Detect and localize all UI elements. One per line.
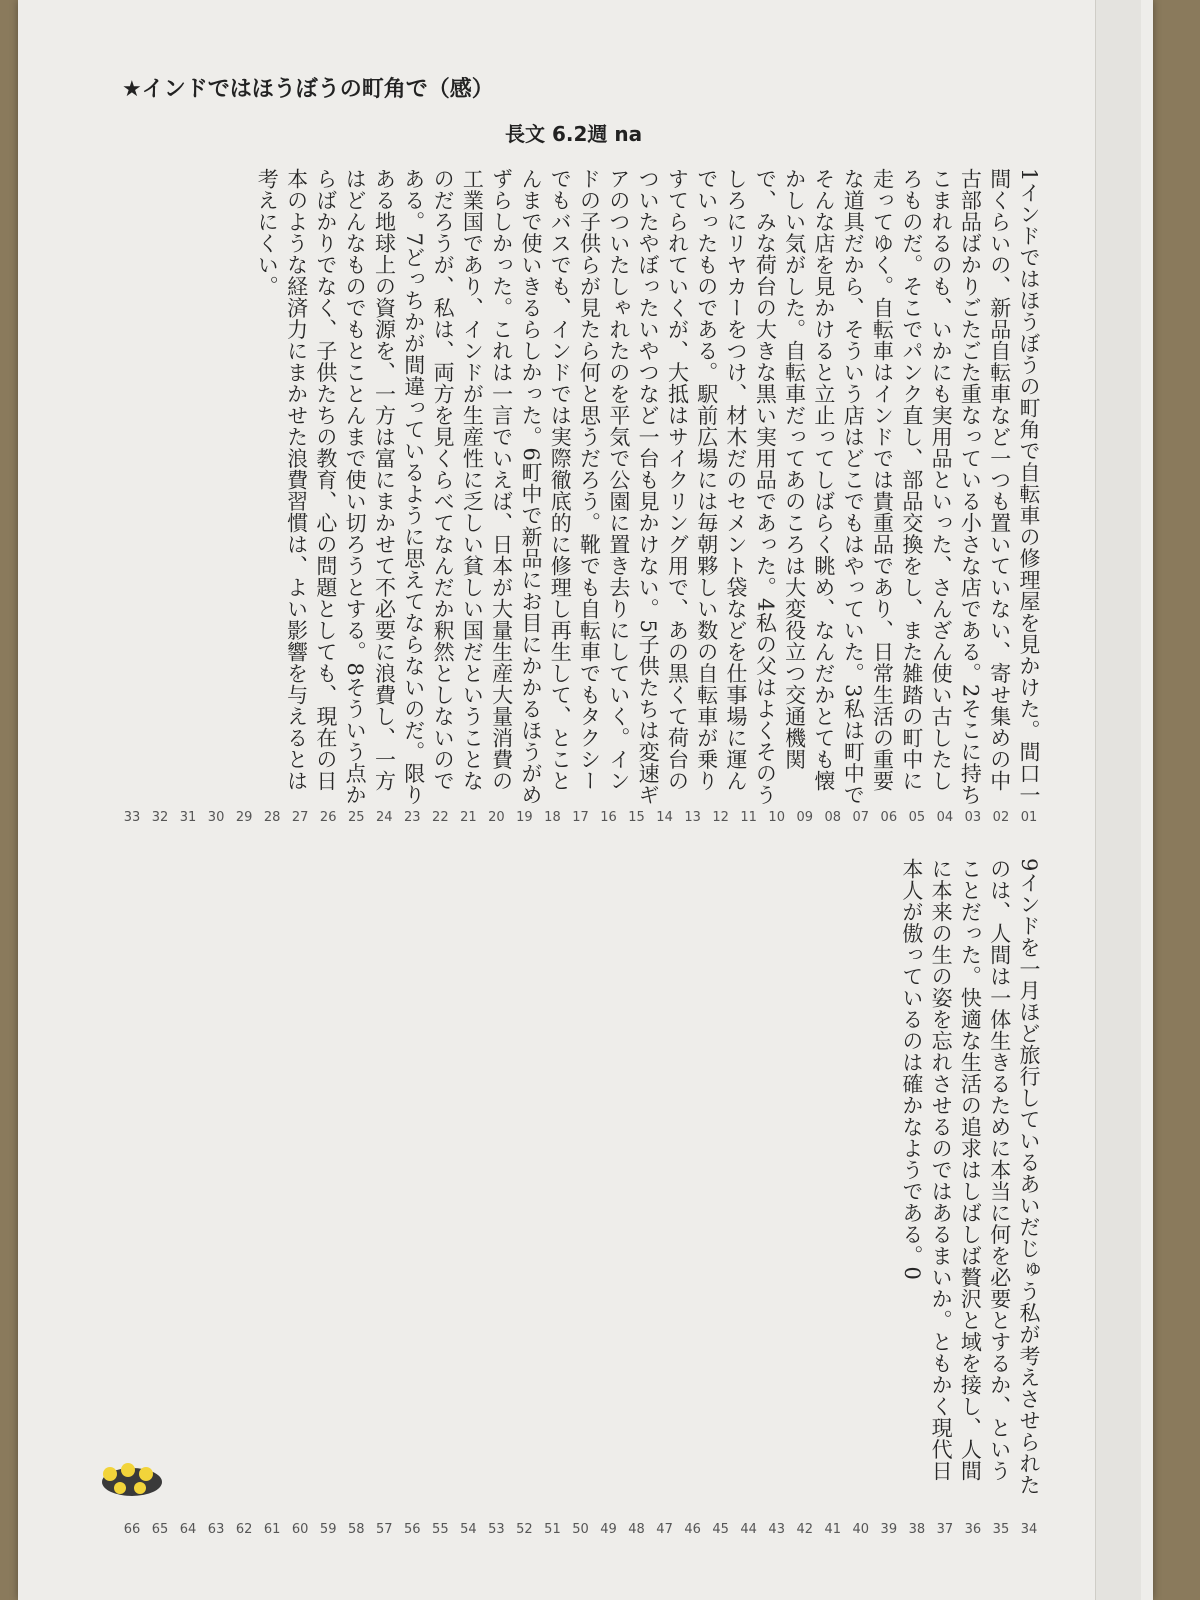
worksheet-subtitle: 長文 6.2週 na bbox=[505, 122, 643, 146]
line-number: 07 bbox=[852, 810, 870, 825]
line-number: 64 bbox=[179, 1522, 197, 1537]
line-number: 35 bbox=[992, 1522, 1010, 1537]
line-number: 27 bbox=[291, 810, 309, 825]
line-number: 23 bbox=[404, 810, 421, 825]
line-number: 47 bbox=[656, 1522, 673, 1537]
line-number: 43 bbox=[768, 1522, 785, 1537]
line-number: 18 bbox=[544, 810, 561, 825]
line-number: 26 bbox=[319, 810, 337, 825]
line-number: 55 bbox=[432, 1522, 449, 1537]
line-number: 50 bbox=[572, 1522, 589, 1537]
line-number: 51 bbox=[544, 1522, 561, 1537]
line-number: 06 bbox=[880, 810, 898, 825]
line-number: 54 bbox=[460, 1522, 477, 1537]
insect-sticker-icon bbox=[92, 1456, 172, 1504]
line-number: 42 bbox=[796, 1522, 813, 1537]
line-number: 05 bbox=[908, 810, 926, 825]
line-number: 41 bbox=[824, 1522, 842, 1537]
worksheet-title: ★インドではほうぼうの町角で（感） bbox=[122, 77, 494, 102]
line-number: 28 bbox=[263, 810, 281, 825]
line-number: 31 bbox=[179, 810, 197, 825]
line-number: 14 bbox=[656, 810, 673, 825]
line-number: 02 bbox=[992, 810, 1010, 825]
line-number: 40 bbox=[852, 1522, 870, 1537]
line-number: 15 bbox=[628, 810, 645, 825]
line-number: 09 bbox=[796, 810, 813, 825]
line-numbers-upper bbox=[118, 810, 1043, 825]
line-number: 13 bbox=[684, 810, 701, 825]
line-number: 48 bbox=[628, 1522, 645, 1537]
line-number: 63 bbox=[207, 1522, 225, 1537]
line-number: 17 bbox=[572, 810, 589, 825]
passage-text-upper: 1インドではほうぼうの町角で自転車の修理屋を見かけた。間口一間くらいの、新品自転車など一つも置いていない、寄せ集めの中古部品ばかりごたごた重なっている小さな店である。2そこに持ちこまれるのも、いかにも実用品といった、さんざん使い古したしろものだ。そこでパンク直し、部品交換をし、また雑踏の町中に走ってゆく。自転車はインドでは貴重品であり、日常生活の重要な道具だから、そういう店はどこでもはやっていた。3私は町中でそんな店を見かけると立止ってしばらく眺め、なんだかとても懐かしい気がした。自転車だってあのころは大変役立つ交通機関で、みな荷台の大きな黒い実用品であった。4私の父はよくそのうしろにリヤカーをつけ、材木だのセメント袋などを仕事場に運んでいったものである。駅前広場には毎朝夥しい数の自転車が乗りすてられていくが、大抵はサイクリング用で、あの黒くて荷台のついたやぼったいやつなど一台も見かけない。5子供たちは変速ギアのついたしゃれたのを平気で公園に置き去りにしていく。インドの子供らが見たら何と思うだろう。靴でも自転車でもタクシーでもバスでも、インドでは実際徹底的に修理し再生して、とことんまで使いきるらしかった。6町中で新品にお目にかかるほうがめずらしかった。これは一言でいえば、日本が大量生産大量消費の工業国であり、インドが生産性に乏しい貧しい国だということなのだろうが、私は、両方を見くらべてなんだか釈然としないのである。7どっちかが間違っているように思えてならないのだ。限りある地球上の資源を、一方は富にまかせて不必要に浪費し、一方はどんなものでもとことんまで使い切ろうとする。8そういう点からばかりでなく、子供たちの教育、心の問題としても、現在の日本のような経済力にまかせた浪費習慣は、よい影響を与えるとは考えにくい。 bbox=[255, 168, 1041, 806]
line-number: 11 bbox=[740, 810, 757, 825]
line-number: 66 bbox=[123, 1522, 141, 1537]
line-number: 12 bbox=[712, 810, 729, 825]
line-number: 59 bbox=[319, 1522, 337, 1537]
line-number: 49 bbox=[600, 1522, 617, 1537]
line-number: 24 bbox=[375, 810, 393, 825]
line-number: 61 bbox=[263, 1522, 281, 1537]
line-number: 29 bbox=[235, 810, 253, 825]
line-number: 08 bbox=[824, 810, 842, 825]
line-number: 21 bbox=[460, 810, 477, 825]
line-number: 37 bbox=[936, 1522, 954, 1537]
line-number: 10 bbox=[768, 810, 785, 825]
line-numbers-lower bbox=[118, 1522, 1043, 1537]
line-number: 01 bbox=[1020, 810, 1038, 825]
line-number: 38 bbox=[908, 1522, 926, 1537]
line-number: 19 bbox=[516, 810, 533, 825]
line-number: 56 bbox=[404, 1522, 421, 1537]
line-number: 58 bbox=[347, 1522, 365, 1537]
line-number: 22 bbox=[432, 810, 449, 825]
line-number: 60 bbox=[291, 1522, 309, 1537]
line-number: 33 bbox=[123, 810, 141, 825]
line-number: 03 bbox=[964, 810, 982, 825]
line-number: 36 bbox=[964, 1522, 982, 1537]
line-number: 20 bbox=[488, 810, 505, 825]
line-number: 57 bbox=[375, 1522, 393, 1537]
line-number: 45 bbox=[712, 1522, 729, 1537]
line-number: 52 bbox=[516, 1522, 533, 1537]
line-number: 39 bbox=[880, 1522, 898, 1537]
line-number: 30 bbox=[207, 810, 225, 825]
line-number: 16 bbox=[600, 810, 617, 825]
line-number: 04 bbox=[936, 810, 954, 825]
stacked-page-edges bbox=[1095, 0, 1141, 1600]
line-number: 46 bbox=[684, 1522, 701, 1537]
line-number: 32 bbox=[151, 810, 169, 825]
line-number: 65 bbox=[151, 1522, 169, 1537]
passage-text-lower: 9インドを一月ほど旅行しているあいだじゅう私が考えさせられたのは、人間は一体生きるために本当に何を必要とするか、ということだった。快適な生活の追求はしばしば贅沢と域を接し、人間に本来の生の姿を忘れさせるのではあるまいか。ともかく現代日本人が傲っているのは確かなようである。0 bbox=[899, 858, 1041, 1496]
line-number: 62 bbox=[235, 1522, 253, 1537]
line-number: 44 bbox=[740, 1522, 757, 1537]
line-number: 25 bbox=[347, 810, 365, 825]
line-number: 53 bbox=[488, 1522, 505, 1537]
line-number: 34 bbox=[1020, 1522, 1038, 1537]
